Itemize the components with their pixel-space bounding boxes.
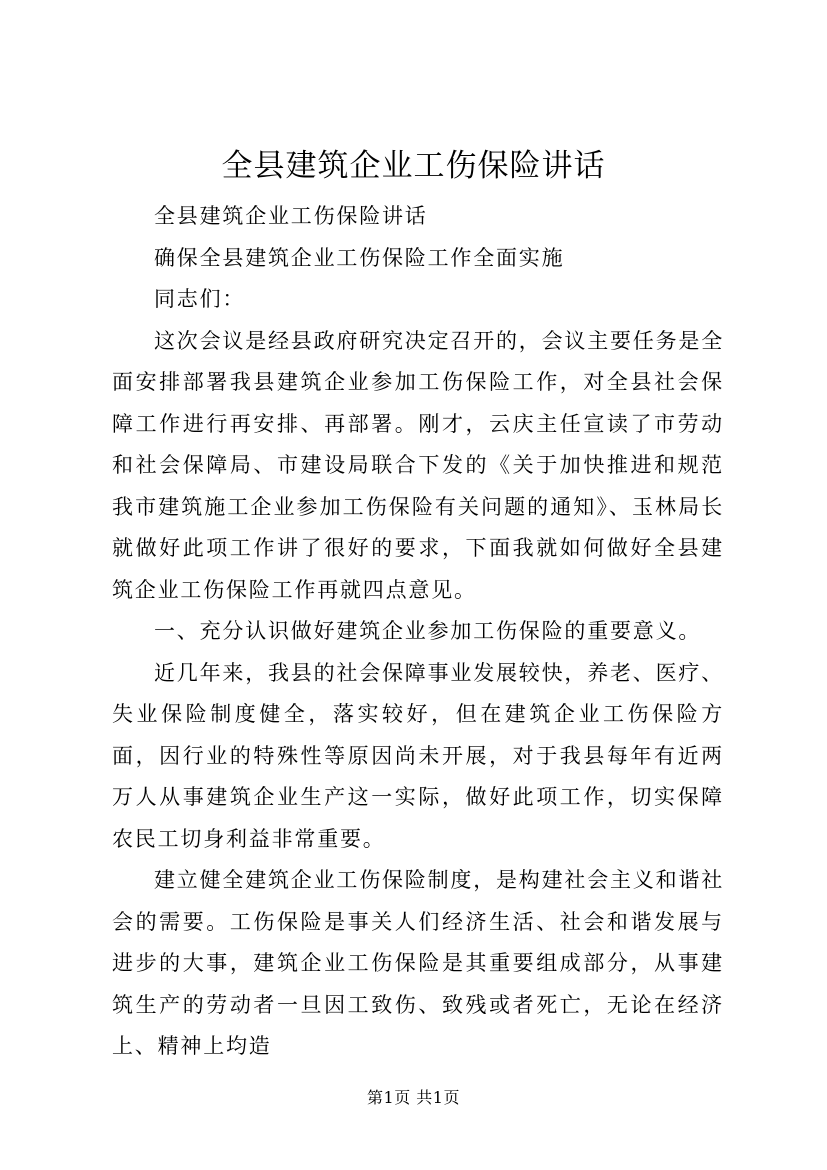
paragraph-section-heading: 一、充分认识做好建筑企业参加工伤保险的重要意义。	[154, 619, 702, 643]
paragraph-salutation: 同志们：	[154, 287, 246, 311]
document-body	[112, 196, 724, 1068]
paragraph-body: 近几年来，我县的社会保障事业发展较快，养老、医疗、失业保险制度健全，落实较好，但在建筑企业工伤保险方面，因行业的特殊性等原因尚未开展，对于我县每年有近两万人从事建筑企业生产这一实际，做好此项工作，切实保障农民工切身利益非常重要。	[112, 660, 724, 851]
paragraph-body: 建立健全建筑企业工伤保险制度，是构建社会主义和谐社会的需要。工伤保险是事关人们经济生活、社会和谐发展与进步的大事，建筑企业工伤保险是其重要组成部分，从事建筑生产的劳动者一旦因工致伤、致残或者死亡，无论在经济上、精神上均造	[112, 868, 724, 1058]
paragraph-intro: 这次会议是经县政府研究决定召开的，会议主要任务是全面安排部署我县建筑企业参加工伤保险工作，对全县社会保障工作进行再安排、再部署。刚才，云庆主任宣读了市劳动和社会保障局、市建设局联合下发的《关于加快推进和规范我市建筑施工企业参加工伤保险有关问题的通知》、玉林局长就做好此项工作讲了很好的要求，下面我就如何做好全县建筑企业工伤保险工作再就四点意见。	[112, 328, 724, 602]
page-number-footer: 第1页 共1页	[367, 1088, 460, 1107]
paragraph-subtitle: 全县建筑企业工伤保险讲话	[154, 204, 428, 228]
paragraph-heading: 确保全县建筑企业工伤保险工作全面实施	[154, 245, 565, 270]
document-title: 全县建筑企业工伤保险讲话	[221, 148, 606, 184]
